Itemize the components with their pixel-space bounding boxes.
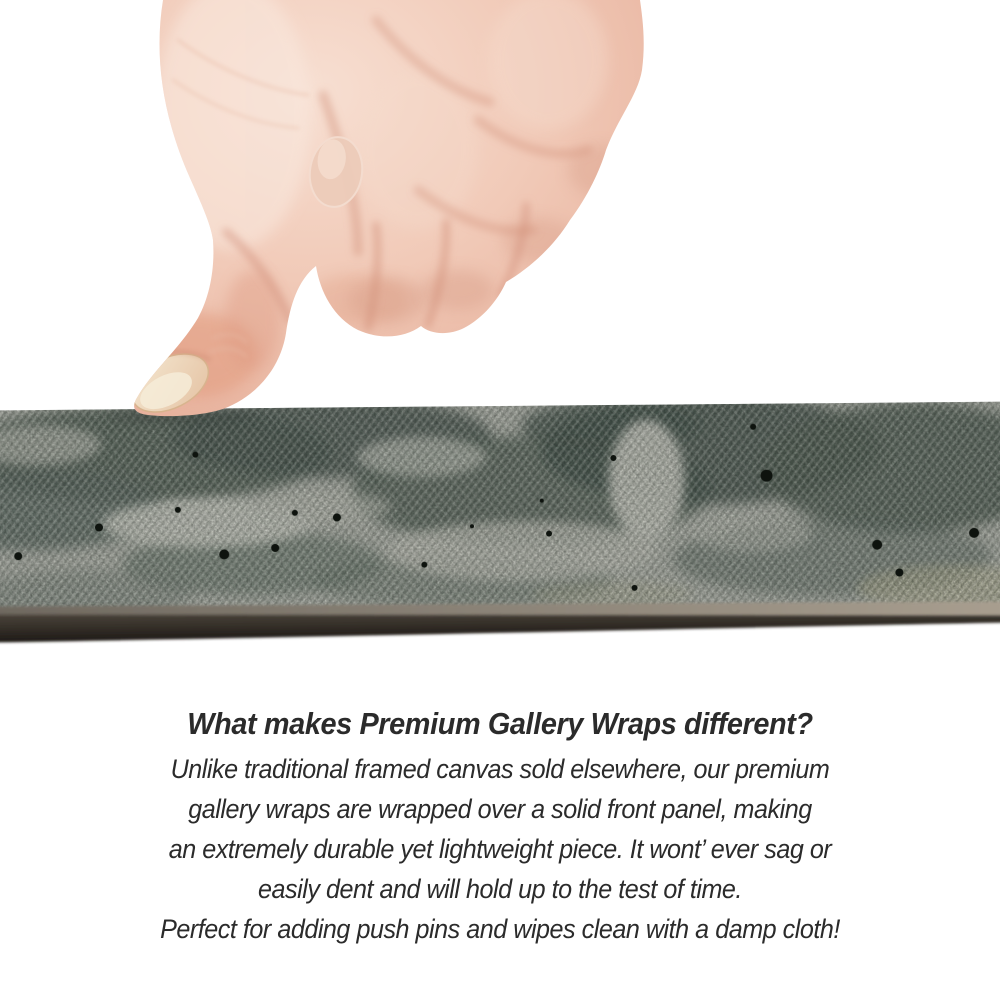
description-line-2: gallery wraps are wrapped over a solid front panel, making (188, 794, 812, 824)
description-line-3: an extremely durable yet lightweight piece. It wont’ ever sag or (168, 834, 832, 864)
description-section (35, 702, 965, 949)
hand-photo (118, 0, 663, 422)
description-line-5: Perfect for adding push pins and wipes clean with a damp cloth! (160, 914, 840, 944)
canvas-edge-band (0, 402, 1000, 651)
description-line-4: easily dent and will hold up to the test of time. (258, 874, 742, 904)
canvas-texture (0, 402, 1000, 651)
description-heading: What makes Premium Gallery Wraps different? (187, 706, 813, 741)
canvas-grain (0, 402, 1000, 615)
description-line-1: Unlike traditional framed canvas sold elsewhere, our premium (170, 754, 830, 784)
knuckle-shading (348, 278, 428, 322)
